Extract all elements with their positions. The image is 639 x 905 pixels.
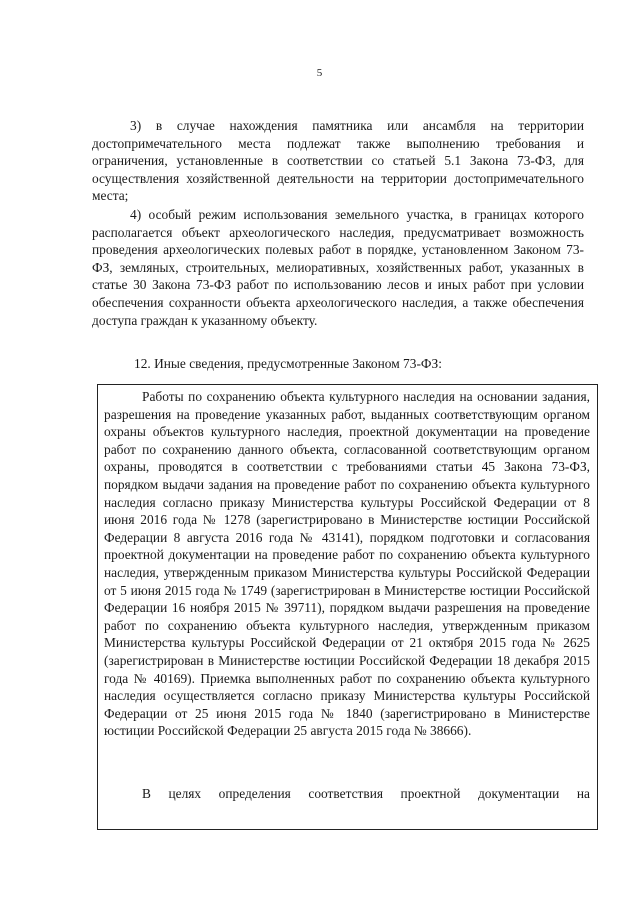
framed-paragraph-2: В целях определения соответствия проектной документации на [142,786,590,801]
framed-paragraph-1: Работы по сохранению объекта культурного наследия на основании задания, разрешения на проведение указанных работ, выданных соответствующим органом охраны объектов культурного наследия, проектной документации на проведение работ по сохранению данного объекта, согласованной соответствующим органом охраны, проводятся в соответствии с требованиями статьи 45 Закона 73-ФЗ, порядком выдачи задания на проведение работ по сохранению объекта культурного наследия согласно приказу Министерства культуры Российской Федерации от 8 июня 2016 года № 1278 (зарегистрировано в Министерстве юстиции Российской Федерации 8 августа 2016 года № 43141), порядком подготовки и согласования проектной документации на проведение работ по сохранению объекта культурного наследия, утвержденным приказом Министерства культуры Российской Федерации от 5 июня 2015 года № 1749 (зарегистрирован в Министерстве юстиции Российской Федерации 16 ноября 2015 № 39711), порядком выдачи разрешения на проведение работ по сохранению объекта культурного наследия, утвержденным приказом Министерства культуры Российской Федерации от 21 октября 2015 года № 2625 (зарегистрирован в Министерстве юстиции Российской Федерации 18 декабря 2015 года № 40169). Приемка выполненных работ по сохранению объекта культурного наследия осуществляется согласно приказу Министерства культуры Российской Федерации от 25 июня 2015 года № 1840 (зарегистрировано в Министерстве юстиции Российской Федерации 25 августа 2015 года № 38666). [104,389,590,739]
paragraph-item-4: 4) особый режим использования земельного участка, в границах которого располагается объект археологического наследия, предусматривает возможность проведения археологических полевых работ в порядке, установленном Законом 73-ФЗ, земляных, строительных, мелиоративных, хозяйственных работ, указанных в статье 30 Закона 73-ФЗ работ по использованию лесов и иных работ при условии обеспечения сохранности объекта археологического наследия, а также обеспечения доступа граждан к указанному объекту. [92,207,584,328]
paragraph-item-3: 3) в случае нахождения памятника или ансамбля на территории достопримечательного места подлежат также выполнению требования и ограничения, установленные в соответствии со статьей 5.1 Закона 73-ФЗ, для осуществления хозяйственной деятельности на территории достопримечательного места; [92,118,584,204]
page-number: 5 [316,67,323,79]
section-heading: 12. Иные сведения, предусмотренные Законом 73-ФЗ: [134,356,442,371]
framed-text-block [97,384,598,830]
